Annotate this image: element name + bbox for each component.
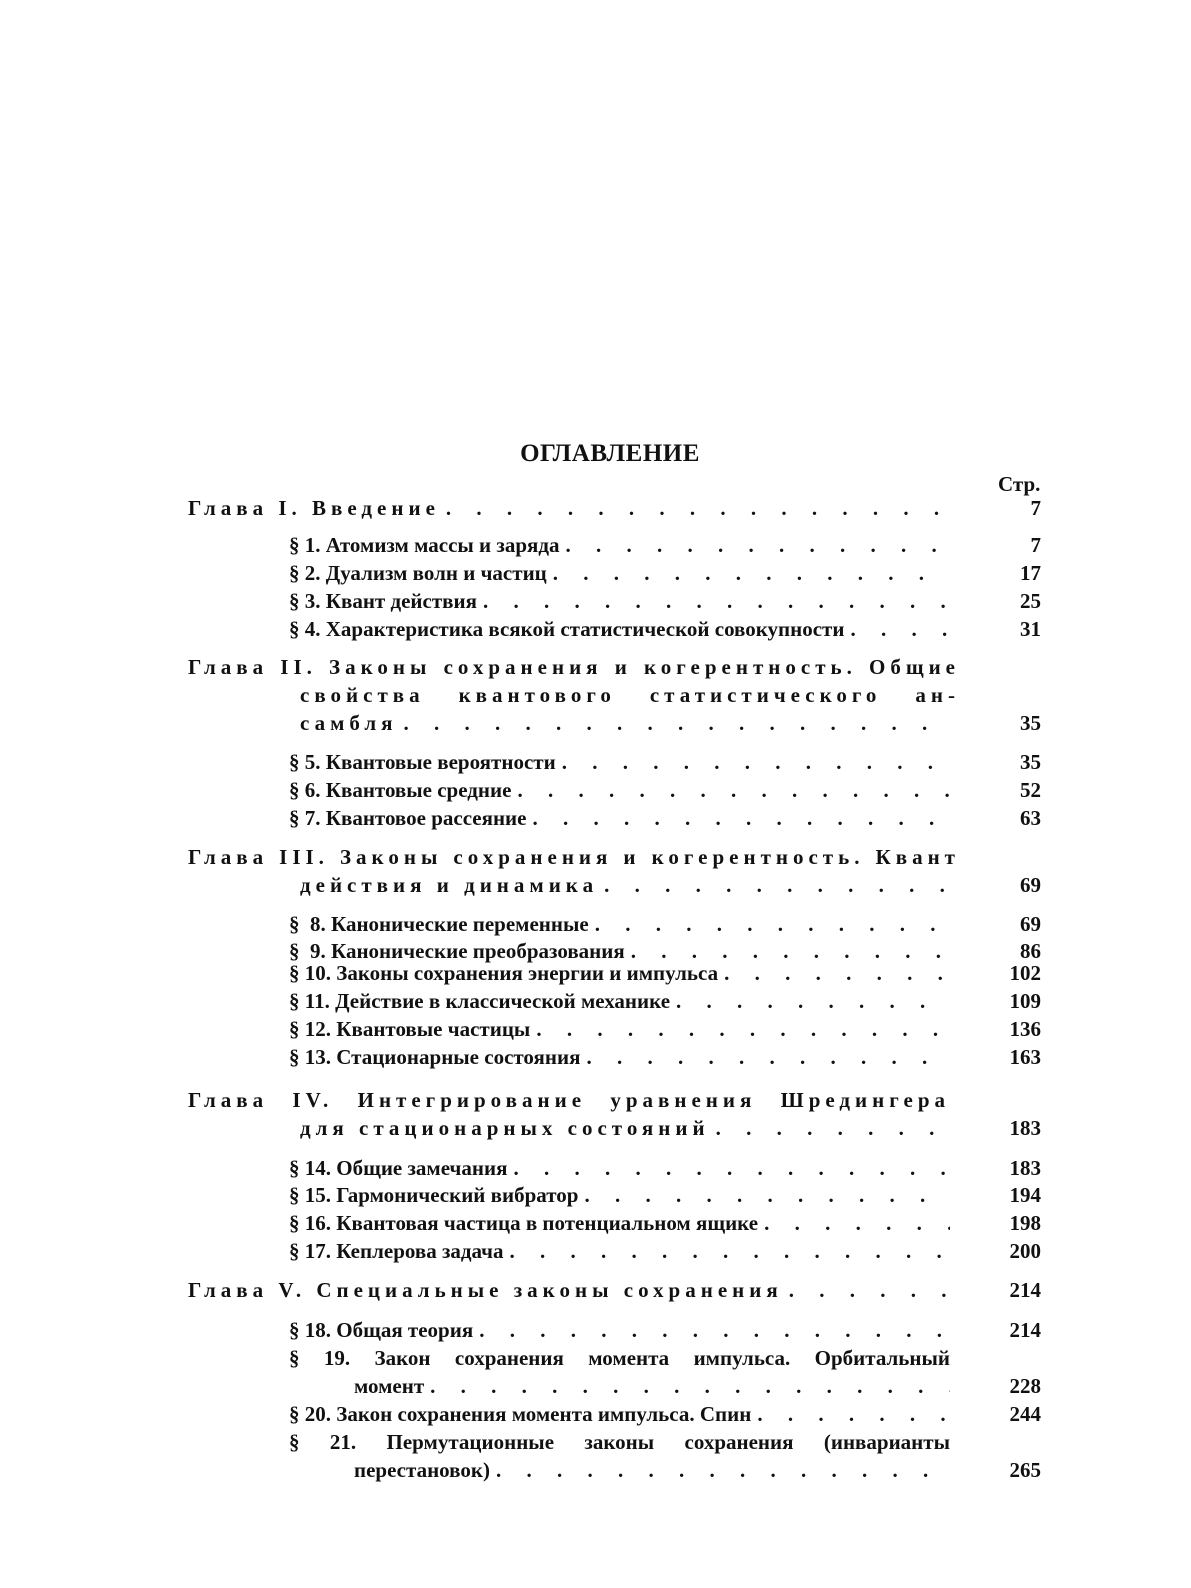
- dot-leader: [440, 496, 950, 521]
- toc-entry-section-3[interactable]: [289, 589, 1041, 617]
- toc-entry-section-8[interactable]: [289, 912, 1041, 940]
- toc-entry-section-12[interactable]: [289, 1017, 1041, 1045]
- entry-label: Глава III. Законы сохранения и когерентность. Квант: [188, 845, 960, 869]
- entry-label: Глава II. Законы сохранения и когерентность. Общие: [188, 655, 960, 679]
- page-number: 136: [1009, 1017, 1041, 1041]
- dot-leader: [710, 1116, 950, 1141]
- entry-label: § 12. Квантовые частицы: [289, 1017, 531, 1041]
- entry-label: § 19. Закон сохранения момента импульса. Орбитальный: [289, 1346, 950, 1370]
- page-number: 86: [1020, 939, 1041, 963]
- toc-entry-section-20[interactable]: [289, 1402, 1041, 1430]
- dot-leader: [507, 1156, 950, 1181]
- entry-label: § 20. Закон сохранения момента импульса. Спин: [289, 1402, 752, 1426]
- toc-entry-section-6[interactable]: [289, 778, 1041, 806]
- entry-label: § 3. Квант действия: [289, 589, 477, 613]
- page-number: 214: [1009, 1278, 1041, 1302]
- toc-entry-section-18[interactable]: [289, 1318, 1041, 1346]
- entry-label: для стационарных состояний: [300, 1116, 710, 1140]
- page-title: ОГЛАВЛЕНИЕ: [520, 440, 700, 467]
- page-number: 109: [1009, 989, 1041, 1013]
- page-number: 214: [1009, 1318, 1041, 1342]
- toc-entry-section-11[interactable]: [289, 989, 1041, 1017]
- dot-leader: [580, 1045, 950, 1070]
- dot-leader: [578, 1183, 950, 1208]
- entry-label: Глава I. Введение: [188, 496, 440, 520]
- toc-entry-chapter-4-line-2[interactable]: [300, 1116, 1041, 1144]
- toc-entry-section-21-line-1[interactable]: [289, 1430, 950, 1458]
- toc-entry-section-19-line-2[interactable]: [354, 1374, 1041, 1402]
- page-number: 228: [1009, 1374, 1041, 1398]
- dot-leader: [556, 750, 950, 775]
- entry-label: § 1. Атомизм массы и заряда: [289, 533, 560, 557]
- dot-leader: [783, 1278, 950, 1303]
- entry-label: § 13. Стационарные состояния: [289, 1045, 581, 1069]
- page-number: 7: [1030, 496, 1041, 520]
- dot-leader: [844, 617, 950, 642]
- toc-entry-section-14[interactable]: [289, 1156, 1041, 1184]
- page-number: 69: [1020, 873, 1041, 897]
- entry-label: свойства квантового статистического ан-: [300, 683, 960, 707]
- entry-label: § 9. Канонические преобразования: [289, 939, 625, 963]
- page-number: 183: [1009, 1116, 1041, 1140]
- toc-entry-section-17[interactable]: [289, 1239, 1041, 1267]
- page-number: 17: [1020, 561, 1041, 585]
- toc-entry-section-16[interactable]: [289, 1211, 1041, 1239]
- entry-label: § 14. Общие замечания: [289, 1156, 508, 1180]
- dot-leader: [398, 711, 950, 736]
- entry-label: § 8. Канонические переменные: [289, 912, 589, 936]
- toc-entry-chapter-3-line-1[interactable]: [188, 845, 960, 873]
- toc-entry-chapter-2-line-1[interactable]: [188, 655, 960, 683]
- page-number: 194: [1009, 1183, 1041, 1207]
- entry-label: перестановок): [354, 1458, 490, 1482]
- page-number: 200: [1009, 1239, 1041, 1263]
- entry-label: самбля: [300, 711, 398, 735]
- page-number: 265: [1009, 1458, 1041, 1482]
- entry-label: § 10. Законы сохранения энергии и импульса: [289, 961, 719, 985]
- dot-leader: [670, 989, 950, 1014]
- dot-leader: [511, 778, 950, 803]
- page-number: 69: [1020, 912, 1041, 936]
- dot-leader: [477, 589, 950, 614]
- page-number: 31: [1020, 617, 1041, 641]
- entry-label: § 5. Квантовые вероятности: [289, 750, 556, 774]
- page-number: 244: [1009, 1402, 1041, 1426]
- entry-label: § 4. Характеристика всякой статистической совокупности: [289, 617, 845, 641]
- toc-entry-chapter-4-line-1[interactable]: [188, 1088, 950, 1116]
- dot-leader: [718, 961, 950, 986]
- dot-leader: [560, 533, 950, 558]
- page-number: 7: [1030, 533, 1041, 557]
- page-column-header: Стр.: [998, 472, 1041, 496]
- toc-entry-chapter-2-line-3[interactable]: [300, 711, 1041, 739]
- page-number: 52: [1020, 778, 1041, 802]
- entry-label: § 7. Квантовое рассеяние: [289, 806, 527, 830]
- dot-leader: [589, 912, 950, 937]
- entry-label: Глава IV. Интегрирование уравнения Шредингера: [188, 1088, 950, 1112]
- dot-leader: [530, 1017, 950, 1042]
- toc-entry-section-15[interactable]: [289, 1183, 1041, 1211]
- page-number: 25: [1020, 589, 1041, 613]
- dot-leader: [526, 806, 950, 831]
- entry-label: § 17. Кеплерова задача: [289, 1239, 504, 1263]
- toc-entry-section-21-line-2[interactable]: [354, 1458, 1041, 1486]
- dot-leader: [547, 561, 950, 586]
- dot-leader: [424, 1374, 950, 1399]
- entry-label: § 21. Пермутационные законы сохранения (инварианты: [289, 1430, 950, 1454]
- dot-leader: [490, 1458, 950, 1483]
- dot-leader: [758, 1211, 950, 1236]
- page-number: 102: [1009, 961, 1041, 985]
- entry-label: момент: [354, 1374, 425, 1398]
- entry-label: § 2. Дуализм волн и частиц: [289, 561, 547, 585]
- entry-label: § 15. Гармонический вибратор: [289, 1183, 579, 1207]
- toc-entry-chapter-3-line-2[interactable]: [300, 873, 1041, 901]
- entry-label: действия и динамика: [300, 873, 599, 897]
- page-number: 163: [1009, 1045, 1041, 1069]
- toc-entry-section-1[interactable]: [289, 533, 1041, 561]
- toc-entry-section-4[interactable]: [289, 617, 1041, 645]
- toc-entry-chapter-5[interactable]: [188, 1278, 1041, 1306]
- toc-entry-section-2[interactable]: [289, 561, 1041, 589]
- dot-leader: [598, 873, 950, 898]
- entry-label: § 6. Квантовые средние: [289, 778, 512, 802]
- toc-entry-section-13[interactable]: [289, 1045, 1041, 1073]
- entry-label: § 18. Общая теория: [289, 1318, 474, 1342]
- toc-entry-section-10[interactable]: [289, 961, 1041, 989]
- dot-leader: [504, 1239, 950, 1264]
- toc-entry-chapter-1[interactable]: [188, 496, 1041, 524]
- page-number: 35: [1020, 750, 1041, 774]
- dot-leader: [751, 1402, 950, 1427]
- entry-label: § 16. Квантовая частица в потенциальном ящике: [289, 1211, 759, 1235]
- toc-entry-chapter-2-line-2[interactable]: [300, 683, 960, 711]
- entry-label: Глава V. Специальные законы сохранения: [188, 1278, 783, 1302]
- page-number: 198: [1009, 1211, 1041, 1235]
- toc-entry-section-5[interactable]: [289, 750, 1041, 778]
- entry-label: § 11. Действие в классической механике: [289, 989, 671, 1013]
- toc-entry-section-7[interactable]: [289, 806, 1041, 834]
- toc-entry-section-19-line-1[interactable]: [289, 1346, 950, 1374]
- dot-leader: [473, 1318, 950, 1343]
- page-number: 35: [1020, 711, 1041, 735]
- page-number: 63: [1020, 806, 1041, 830]
- page-number: 183: [1009, 1156, 1041, 1180]
